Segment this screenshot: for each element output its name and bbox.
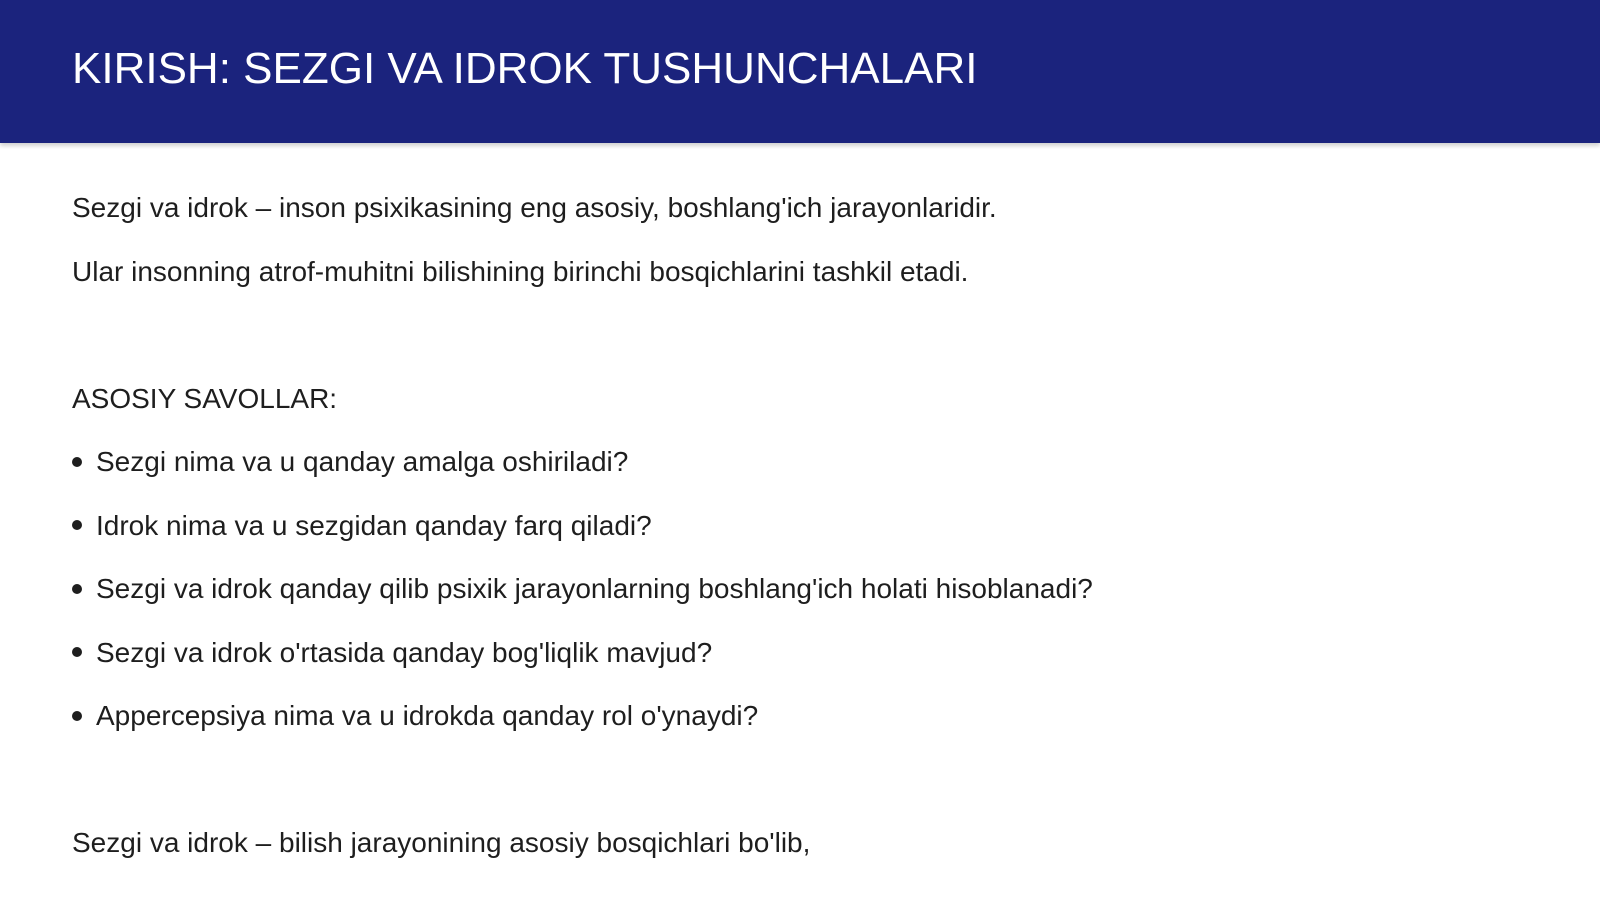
closing-line-1: Sezgi va idrok – bilish jarayonining asosiy bosqichlari bo'lib, [72,827,811,858]
spacer [72,758,1552,822]
question-text: Sezgi nima va u qanday amalga oshiriladi? [96,446,629,477]
intro-line-2: Ular insonning atrof-muhitni bilishining birinchi bosqichlarini tashkil etadi. [72,255,969,287]
questions-list [72,440,1552,758]
title-bar [0,0,1600,143]
question-text: Idrok nima va u sezgidan qanday farq qiladi? [96,509,652,541]
list-item [72,694,1552,758]
list-item [72,440,1552,504]
question-text: Sezgi va idrok qanday qilib psixik jarayonlarning boshlang'ich holati hisoblanadi? [96,573,1093,604]
list-item [72,567,1552,631]
list-item [72,504,1552,568]
slide-title: KIRISH: SEZGI VA IDROK TUSHUNCHALARI [72,44,978,93]
intro-line-1: Sezgi va idrok – inson psixikasining eng asosiy, boshlang'ich jarayonlaridir. [72,192,997,223]
bullet-icon [72,457,82,467]
list-item [72,631,1552,695]
spacer [72,313,1552,377]
slide-content [72,186,1552,885]
bullet-icon [72,647,82,657]
question-text: Sezgi va idrok o'rtasida qanday bog'liqlik mavjud? [96,636,713,668]
bullet-icon [72,520,82,530]
questions-heading: ASOSIY SAVOLLAR: [72,382,338,414]
bullet-icon [72,584,82,594]
bullet-icon [72,711,82,721]
question-text: Appercepsiya nima va u idrokda qanday rol o'ynaydi? [96,700,759,731]
